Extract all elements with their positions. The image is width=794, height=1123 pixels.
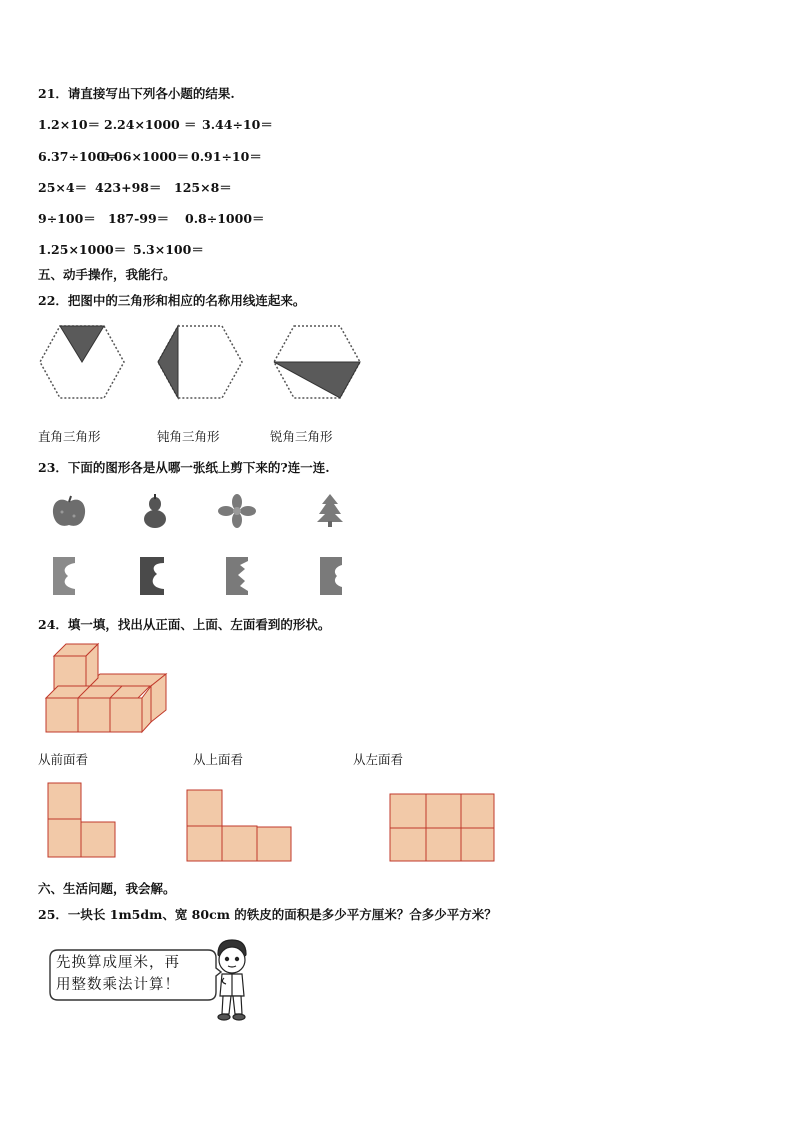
- q21-r5-c1: 1.25×1000＝: [38, 242, 127, 257]
- q21-r1-c1: 1.2×10＝: [38, 117, 101, 132]
- view-front-label: 从前面看: [38, 752, 89, 767]
- gourd-icon: [140, 492, 170, 530]
- label-obtuse-triangle: 钝角三角形: [157, 429, 220, 444]
- hexagon-figure-1: [38, 322, 128, 402]
- folded-paper-a: [50, 555, 78, 597]
- hexagon-figure-2: [156, 322, 246, 402]
- flower-icon: [218, 494, 256, 528]
- q21-r1-c2: 2.24×1000 ＝: [104, 117, 197, 132]
- q21-r2-c2: 0.06×1000＝: [101, 149, 190, 164]
- top-view-figure: [186, 789, 294, 863]
- q21-r2-c1: 6.37÷100＝: [38, 149, 118, 164]
- section-5-title: 五、动手操作，我能行。: [38, 267, 176, 282]
- q21-r1-c3: 3.44÷10＝: [202, 117, 273, 132]
- q24-title: 24．填一填，找出从正面、上面、左面看到的形状。: [38, 617, 331, 632]
- bubble-line-2: 用整数乘法计算！: [56, 977, 180, 993]
- q25-title: 25．一块长 1m5dm、宽 80cm 的铁皮的面积是多少平方厘米？合多少平方米？: [38, 907, 497, 922]
- cube-stack-figure: [40, 642, 172, 734]
- hexagon-figure-3: [272, 322, 364, 402]
- q21-r4-c3: 0.8÷1000＝: [185, 211, 265, 226]
- folded-paper-b: [137, 555, 167, 597]
- view-left-label: 从左面看: [353, 752, 404, 767]
- section-6-title: 六、生活问题，我会解。: [38, 881, 176, 896]
- q21-r4-c1: 9÷100＝: [38, 211, 96, 226]
- q22-title: 22．把图中的三角形和相应的名称用线连起来。: [38, 293, 306, 308]
- left-view-figure: [389, 793, 497, 863]
- front-view-figure: [47, 782, 119, 860]
- q23-title: 23．下面的图形各是从哪一张纸上剪下来的?连一连.: [38, 460, 330, 475]
- label-acute-triangle: 锐角三角形: [270, 429, 333, 444]
- view-top-label: 从上面看: [193, 752, 244, 767]
- q21-r3-c2: 423+98＝: [95, 180, 162, 195]
- label-right-triangle: 直角三角形: [38, 429, 101, 444]
- q21-r4-c2: 187-99＝: [108, 211, 170, 226]
- q21-title: 21．请直接写出下列各小题的结果.: [38, 86, 235, 101]
- tree-icon: [315, 492, 345, 528]
- q21-r3-c3: 125×8＝: [174, 180, 232, 195]
- q21-r5-c2: 5.3×100＝: [133, 242, 204, 257]
- q21-r2-c3: 0.91÷10＝: [191, 149, 262, 164]
- folded-paper-c: [223, 555, 251, 597]
- apple-icon: [50, 494, 88, 530]
- boy-illustration: [210, 938, 254, 1024]
- bubble-line-1: 先换算成厘米，再: [56, 955, 180, 971]
- folded-paper-d: [317, 555, 345, 597]
- q21-r3-c1: 25×4＝: [38, 180, 88, 195]
